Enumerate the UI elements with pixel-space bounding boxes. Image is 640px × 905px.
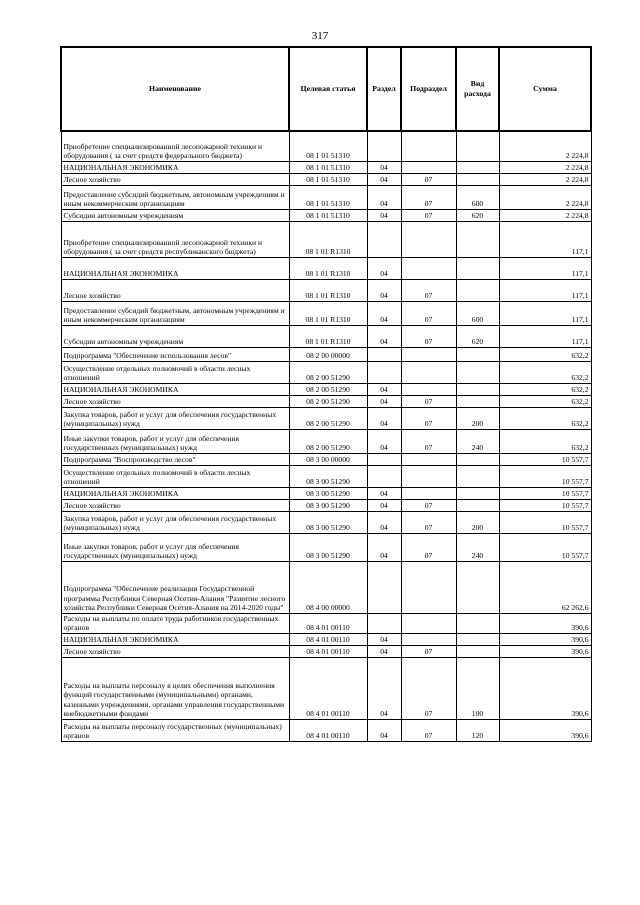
table-row xyxy=(61,325,591,347)
row-kind xyxy=(456,173,499,185)
header-section: Раздел xyxy=(367,47,401,131)
row-name: Предоставление субсидий бюджетным, автономным учреждениям и иным некоммерческим организациям xyxy=(61,185,289,209)
row-section: 04 xyxy=(367,257,401,279)
row-name: Расходы на выплаты персоналу в целях обеспечения выполнения функций государственными (муниципальными) органами, казенными учреждениями, органами управления государственными внебюджетными фондами xyxy=(61,657,289,719)
header-kind: Вид расхода xyxy=(456,47,499,131)
table-row xyxy=(61,395,591,407)
row-name: Подпрограмма "Обеспечение использования лесов" xyxy=(61,347,289,361)
row-target: 08 1 01 R1310 xyxy=(289,279,367,301)
row-subsection xyxy=(401,361,456,383)
table-row xyxy=(61,257,591,279)
row-subsection: 07 xyxy=(401,173,456,185)
row-name: Лесное хозяйство xyxy=(61,499,289,511)
row-subsection xyxy=(401,613,456,633)
row-name: Лесное хозяйство xyxy=(61,395,289,407)
row-amount: 632,2 xyxy=(499,395,591,407)
row-amount: 390,6 xyxy=(499,613,591,633)
table-row xyxy=(61,361,591,383)
table-row xyxy=(61,633,591,645)
row-amount: 390,6 xyxy=(499,633,591,645)
table-row xyxy=(61,533,591,561)
table-row xyxy=(61,131,591,161)
table-row xyxy=(61,173,591,185)
row-kind xyxy=(456,221,499,257)
row-amount: 10 557,7 xyxy=(499,511,591,533)
row-subsection xyxy=(401,383,456,395)
table-row xyxy=(61,221,591,257)
row-target: 08 3 00 51290 xyxy=(289,487,367,499)
row-section: 04 xyxy=(367,511,401,533)
row-name: Лесное хозяйство xyxy=(61,645,289,657)
row-section: 04 xyxy=(367,487,401,499)
row-section: 04 xyxy=(367,407,401,429)
row-amount: 10 557,7 xyxy=(499,453,591,465)
row-kind xyxy=(456,257,499,279)
row-target: 08 3 00 51290 xyxy=(289,533,367,561)
row-name: Подпрограмма "Обеспечение реализации Государственной программы Республики Северная Осетия-Алания "Развитие лесного хозяйства Республики Северная Осетия-Алания на 2014-2020 годы" xyxy=(61,561,289,613)
row-section xyxy=(367,465,401,487)
row-kind: 600 xyxy=(456,185,499,209)
row-target: 08 4 01 00110 xyxy=(289,645,367,657)
row-subsection: 07 xyxy=(401,325,456,347)
row-section: 04 xyxy=(367,325,401,347)
table-row xyxy=(61,487,591,499)
row-target: 08 2 00 51290 xyxy=(289,361,367,383)
row-target: 08 1 01 51310 xyxy=(289,209,367,221)
row-subsection: 07 xyxy=(401,533,456,561)
budget-table xyxy=(60,46,592,742)
row-subsection xyxy=(401,257,456,279)
row-subsection: 07 xyxy=(401,645,456,657)
row-target: 08 3 00 51290 xyxy=(289,511,367,533)
row-subsection: 07 xyxy=(401,279,456,301)
row-target: 08 1 01 R1310 xyxy=(289,325,367,347)
row-kind xyxy=(456,453,499,465)
row-name: Расходы на выплаты персоналу государственных (муниципальных) органов xyxy=(61,719,289,741)
row-amount: 2 224,8 xyxy=(499,131,591,161)
table-header-row xyxy=(61,47,591,131)
row-subsection: 07 xyxy=(401,395,456,407)
row-section: 04 xyxy=(367,429,401,453)
row-section xyxy=(367,561,401,613)
row-name: НАЦИОНАЛЬНАЯ ЭКОНОМИКА xyxy=(61,257,289,279)
row-kind: 200 xyxy=(456,511,499,533)
row-kind xyxy=(456,279,499,301)
row-name: Предоставление субсидий бюджетным, автономным учреждениям и иным некоммерческим организациям xyxy=(61,301,289,325)
row-kind xyxy=(456,465,499,487)
row-section xyxy=(367,453,401,465)
row-subsection xyxy=(401,221,456,257)
row-kind xyxy=(456,613,499,633)
table-row xyxy=(61,499,591,511)
row-section xyxy=(367,361,401,383)
row-amount: 2 224,8 xyxy=(499,161,591,173)
row-target: 08 4 00 00000 xyxy=(289,561,367,613)
row-target: 08 3 00 51290 xyxy=(289,465,367,487)
row-amount: 390,6 xyxy=(499,719,591,741)
table-row xyxy=(61,429,591,453)
row-amount: 10 557,7 xyxy=(499,499,591,511)
table-body xyxy=(61,131,591,741)
row-name: Иные закупки товаров, работ и услуг для обеспечения государственных (муниципальных) нужд xyxy=(61,533,289,561)
row-section: 04 xyxy=(367,185,401,209)
row-amount: 117,1 xyxy=(499,257,591,279)
row-name: Лесное хозяйство xyxy=(61,279,289,301)
row-kind xyxy=(456,383,499,395)
row-kind: 120 xyxy=(456,719,499,741)
row-subsection xyxy=(401,453,456,465)
row-amount: 117,1 xyxy=(499,221,591,257)
row-target: 08 1 01 51310 xyxy=(289,161,367,173)
row-subsection: 07 xyxy=(401,209,456,221)
row-name: Лесное хозяйство xyxy=(61,173,289,185)
row-target: 08 4 01 00110 xyxy=(289,613,367,633)
row-section: 04 xyxy=(367,209,401,221)
row-target: 08 1 01 51310 xyxy=(289,185,367,209)
row-subsection xyxy=(401,465,456,487)
row-name: Закупка товаров, работ и услуг для обеспечения государственных (муниципальных) нужд xyxy=(61,407,289,429)
table-row xyxy=(61,407,591,429)
row-target: 08 2 00 51290 xyxy=(289,407,367,429)
row-amount: 390,6 xyxy=(499,645,591,657)
row-subsection xyxy=(401,633,456,645)
table-row xyxy=(61,561,591,613)
header-name: Наименование xyxy=(61,47,289,131)
row-target: 08 3 00 51290 xyxy=(289,499,367,511)
row-subsection: 07 xyxy=(401,511,456,533)
row-name: Осуществление отдельных полномочий в области лесных отношений xyxy=(61,465,289,487)
table-row xyxy=(61,719,591,741)
table-row xyxy=(61,657,591,719)
row-target: 08 1 01 R1310 xyxy=(289,257,367,279)
row-name: Приобретение специализированной лесопожарной техники и оборудования ( за счет средств республиканского бюджета) xyxy=(61,221,289,257)
page-number: 317 xyxy=(311,30,329,42)
row-kind xyxy=(456,361,499,383)
row-section: 04 xyxy=(367,633,401,645)
row-section: 04 xyxy=(367,395,401,407)
row-subsection: 07 xyxy=(401,429,456,453)
row-kind xyxy=(456,499,499,511)
row-amount: 632,2 xyxy=(499,361,591,383)
header-amount: Сумма xyxy=(499,47,591,131)
row-kind: 600 xyxy=(456,301,499,325)
row-section: 04 xyxy=(367,499,401,511)
row-section: 04 xyxy=(367,533,401,561)
row-target: 08 4 01 00110 xyxy=(289,657,367,719)
row-amount: 10 557,7 xyxy=(499,533,591,561)
table-row xyxy=(61,613,591,633)
row-kind: 200 xyxy=(456,407,499,429)
row-amount: 2 224,8 xyxy=(499,209,591,221)
row-section xyxy=(367,347,401,361)
row-kind xyxy=(456,561,499,613)
row-subsection: 07 xyxy=(401,719,456,741)
row-target: 08 3 00 00000 xyxy=(289,453,367,465)
row-amount: 2 224,8 xyxy=(499,173,591,185)
table-row xyxy=(61,161,591,173)
table-row xyxy=(61,465,591,487)
row-subsection: 07 xyxy=(401,301,456,325)
row-section: 04 xyxy=(367,161,401,173)
row-name: Субсидии автономным учреждениям xyxy=(61,209,289,221)
table-row xyxy=(61,453,591,465)
row-target: 08 2 00 51290 xyxy=(289,383,367,395)
row-kind: 620 xyxy=(456,209,499,221)
row-subsection xyxy=(401,561,456,613)
row-amount: 390,6 xyxy=(499,657,591,719)
row-kind xyxy=(456,633,499,645)
row-name: Иные закупки товаров, работ и услуг для обеспечения государственных (муниципальных) нужд xyxy=(61,429,289,453)
row-target: 08 4 01 00110 xyxy=(289,633,367,645)
header-target: Целевая статья xyxy=(289,47,367,131)
row-target: 08 4 01 00110 xyxy=(289,719,367,741)
row-amount: 2 224,8 xyxy=(499,185,591,209)
row-kind: 240 xyxy=(456,533,499,561)
row-name: НАЦИОНАЛЬНАЯ ЭКОНОМИКА xyxy=(61,383,289,395)
row-target: 08 2 00 51290 xyxy=(289,395,367,407)
row-subsection: 07 xyxy=(401,185,456,209)
row-amount: 632,2 xyxy=(499,347,591,361)
row-section: 04 xyxy=(367,301,401,325)
row-name: НАЦИОНАЛЬНАЯ ЭКОНОМИКА xyxy=(61,633,289,645)
row-amount: 117,1 xyxy=(499,325,591,347)
row-section: 04 xyxy=(367,657,401,719)
table-row xyxy=(61,301,591,325)
row-section xyxy=(367,221,401,257)
row-subsection xyxy=(401,347,456,361)
row-kind xyxy=(456,395,499,407)
row-subsection: 07 xyxy=(401,499,456,511)
row-section: 04 xyxy=(367,719,401,741)
row-subsection xyxy=(401,161,456,173)
row-amount: 10 557,7 xyxy=(499,487,591,499)
row-name: Закупка товаров, работ и услуг для обеспечения государственных (муниципальных) нужд xyxy=(61,511,289,533)
row-target: 08 2 00 51290 xyxy=(289,429,367,453)
row-section xyxy=(367,131,401,161)
header-subsection: Подраздел xyxy=(401,47,456,131)
row-section: 04 xyxy=(367,279,401,301)
row-name: Расходы на выплаты по оплате труда работников государственных органов xyxy=(61,613,289,633)
row-kind xyxy=(456,487,499,499)
table-row xyxy=(61,383,591,395)
row-section: 04 xyxy=(367,383,401,395)
row-target: 08 1 01 R1310 xyxy=(289,301,367,325)
row-name: Субсидии автономным учреждениям xyxy=(61,325,289,347)
row-amount: 62 262,6 xyxy=(499,561,591,613)
row-target: 08 1 01 51310 xyxy=(289,131,367,161)
row-subsection: 07 xyxy=(401,407,456,429)
table-row xyxy=(61,511,591,533)
table-row xyxy=(61,185,591,209)
row-subsection xyxy=(401,131,456,161)
table-row xyxy=(61,645,591,657)
row-target: 08 1 01 51310 xyxy=(289,173,367,185)
row-amount: 632,2 xyxy=(499,383,591,395)
row-subsection xyxy=(401,487,456,499)
table-row xyxy=(61,347,591,361)
row-name: Приобретение специализированной лесопожарной техники и оборудования ( за счет средств федерального бюджета) xyxy=(61,131,289,161)
table-row xyxy=(61,279,591,301)
row-amount: 632,2 xyxy=(499,429,591,453)
row-kind: 100 xyxy=(456,657,499,719)
row-section: 04 xyxy=(367,173,401,185)
row-kind xyxy=(456,347,499,361)
row-name: НАЦИОНАЛЬНАЯ ЭКОНОМИКА xyxy=(61,161,289,173)
row-amount: 632,2 xyxy=(499,407,591,429)
row-kind xyxy=(456,645,499,657)
row-name: Подпрограмма "Воспроизводство лесов" xyxy=(61,453,289,465)
row-kind xyxy=(456,161,499,173)
row-amount: 117,1 xyxy=(499,301,591,325)
row-section xyxy=(367,613,401,633)
row-subsection: 07 xyxy=(401,657,456,719)
row-section: 04 xyxy=(367,645,401,657)
row-name: НАЦИОНАЛЬНАЯ ЭКОНОМИКА xyxy=(61,487,289,499)
row-kind xyxy=(456,131,499,161)
row-amount: 117,1 xyxy=(499,279,591,301)
row-amount: 10 557,7 xyxy=(499,465,591,487)
row-target: 08 1 01 R1310 xyxy=(289,221,367,257)
row-target: 08 2 00 00000 xyxy=(289,347,367,361)
row-kind: 240 xyxy=(456,429,499,453)
row-kind: 620 xyxy=(456,325,499,347)
row-name: Осуществление отдельных полномочий в области лесных отношений xyxy=(61,361,289,383)
table-row xyxy=(61,209,591,221)
